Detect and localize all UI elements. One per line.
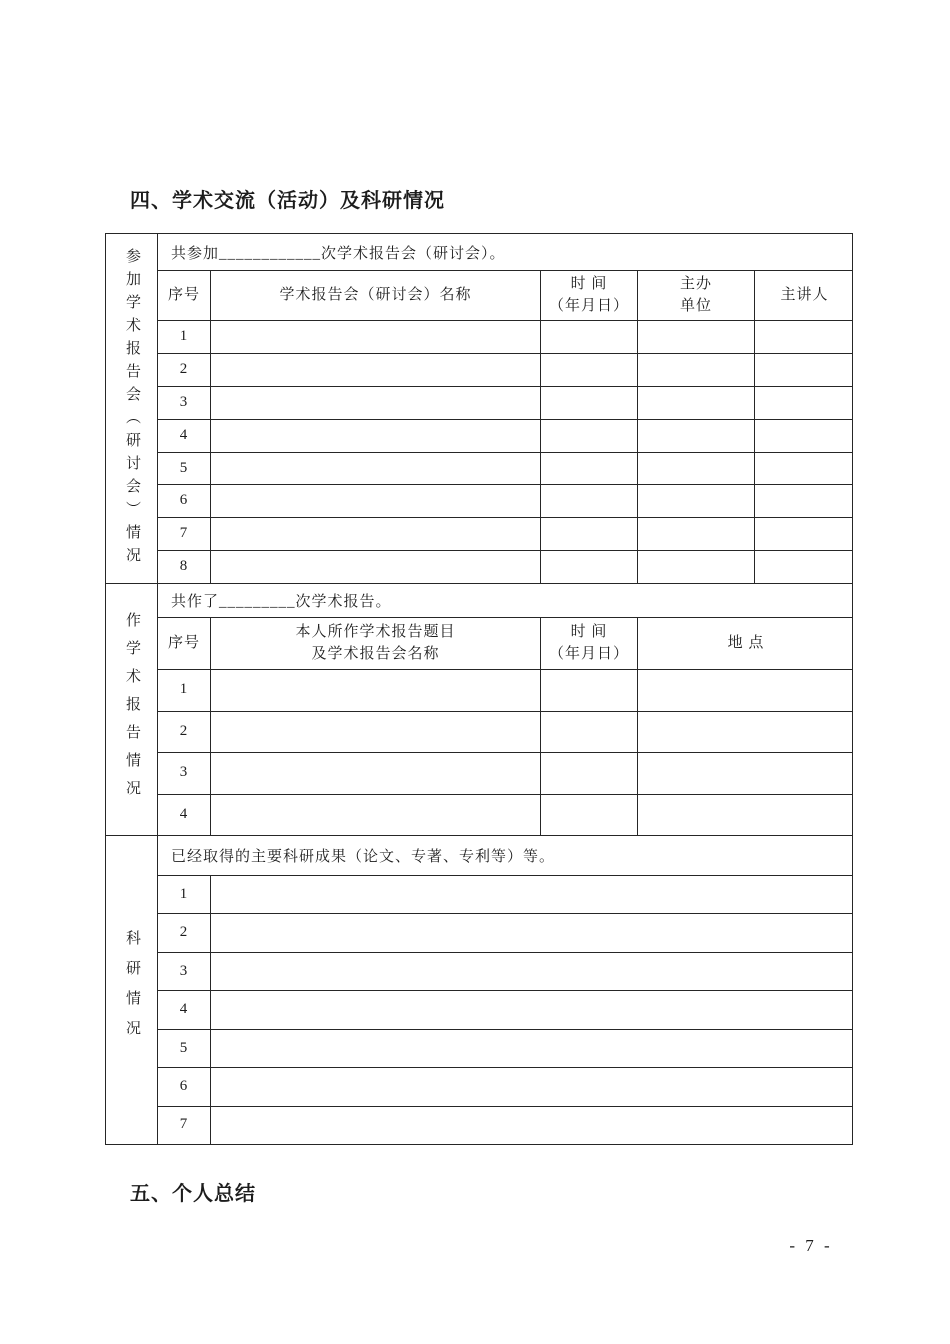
row-number: 5	[158, 1030, 211, 1067]
empty-cell	[211, 518, 541, 550]
empty-cell	[211, 354, 541, 386]
empty-cell	[541, 795, 638, 836]
row-number: 2	[158, 914, 211, 951]
table-row	[158, 420, 852, 453]
row-number: 4	[158, 795, 211, 836]
empty-cell	[211, 321, 541, 353]
section-research-label: 科研情况	[124, 930, 140, 1050]
table-row	[158, 551, 852, 583]
empty-cell	[638, 551, 755, 583]
table-row	[158, 1068, 852, 1106]
section-research	[106, 836, 852, 1144]
research-summary-text: 已经取得的主要科研成果（论文、专著、专利等）等。	[171, 849, 556, 865]
give-header-place: 地 点	[727, 634, 765, 651]
research-summary-row	[158, 836, 852, 876]
table-row	[158, 712, 852, 754]
empty-cell	[541, 485, 638, 517]
empty-cell	[755, 387, 854, 419]
empty-cell	[638, 712, 854, 753]
empty-cell	[541, 551, 638, 583]
empty-cell	[541, 321, 638, 353]
empty-cell	[211, 485, 541, 517]
empty-cell	[211, 670, 541, 711]
give-summary-text: 共作了_________次学术报告。	[171, 594, 392, 610]
empty-cell	[541, 387, 638, 419]
empty-cell	[755, 518, 854, 550]
section5-heading: 五、个人总结	[130, 1183, 256, 1205]
empty-cell	[211, 914, 854, 951]
section-research-label-cell	[106, 836, 158, 1144]
row-number: 1	[158, 670, 211, 711]
empty-cell	[755, 420, 854, 452]
give-summary-row	[158, 584, 852, 618]
empty-cell	[211, 1107, 854, 1144]
attend-rows	[158, 321, 852, 583]
table-row	[158, 1107, 852, 1144]
table-row	[158, 453, 852, 486]
attend-header-name: 学术报告会（研讨会）名称	[211, 271, 541, 320]
attend-summary-row	[158, 234, 852, 271]
attend-header-index: 序号	[158, 271, 211, 320]
row-number: 6	[158, 485, 211, 517]
section-give-reports	[106, 584, 852, 836]
section-give-label-cell	[106, 584, 158, 835]
row-number: 7	[158, 1107, 211, 1144]
table-row	[158, 387, 852, 420]
row-number: 4	[158, 991, 211, 1028]
row-number: 5	[158, 453, 211, 485]
row-number: 1	[158, 321, 211, 353]
table-row	[158, 753, 852, 795]
empty-cell	[541, 753, 638, 794]
section-attend-label-cell	[106, 234, 158, 583]
section4-heading: 四、学术交流（活动）及科研情况	[130, 190, 445, 212]
give-rows	[158, 670, 852, 835]
empty-cell	[541, 453, 638, 485]
empty-cell	[211, 753, 541, 794]
give-header-row	[158, 618, 852, 670]
table-row	[158, 354, 852, 387]
page-number: - 7 -	[789, 1236, 833, 1255]
empty-cell	[638, 453, 755, 485]
empty-cell	[638, 387, 755, 419]
table-row	[158, 876, 852, 914]
empty-cell	[638, 518, 755, 550]
research-rows	[158, 876, 852, 1144]
empty-cell	[541, 354, 638, 386]
give-header-index: 序号	[158, 618, 211, 669]
table-row	[158, 914, 852, 952]
empty-cell	[211, 876, 854, 913]
table-row	[158, 991, 852, 1029]
row-number: 7	[158, 518, 211, 550]
empty-cell	[211, 1030, 854, 1067]
table-row	[158, 795, 852, 836]
empty-cell	[541, 712, 638, 753]
row-number: 1	[158, 876, 211, 913]
section-attend-seminars	[106, 234, 852, 584]
row-number: 2	[158, 354, 211, 386]
table-row	[158, 953, 852, 991]
academic-activity-table	[105, 233, 853, 1145]
empty-cell	[755, 453, 854, 485]
empty-cell	[638, 753, 854, 794]
row-number: 2	[158, 712, 211, 753]
section-give-body	[158, 584, 852, 835]
empty-cell	[211, 953, 854, 990]
empty-cell	[638, 795, 854, 836]
empty-cell	[211, 1068, 854, 1105]
row-number: 6	[158, 1068, 211, 1105]
row-number: 3	[158, 953, 211, 990]
section-attend-body	[158, 234, 852, 583]
attend-header-host: 主办 单位	[638, 271, 755, 320]
attend-header-row	[158, 271, 852, 321]
table-row	[158, 670, 852, 712]
table-row	[158, 518, 852, 551]
empty-cell	[211, 795, 541, 836]
row-number: 8	[158, 551, 211, 583]
row-number: 3	[158, 387, 211, 419]
empty-cell	[211, 453, 541, 485]
empty-cell	[638, 420, 755, 452]
empty-cell	[541, 420, 638, 452]
empty-cell	[755, 485, 854, 517]
row-number: 3	[158, 753, 211, 794]
empty-cell	[755, 551, 854, 583]
empty-cell	[211, 712, 541, 753]
row-number: 4	[158, 420, 211, 452]
empty-cell	[211, 991, 854, 1028]
empty-cell	[638, 670, 854, 711]
empty-cell	[638, 354, 755, 386]
section-give-label: 作学术报告情况	[124, 611, 140, 808]
empty-cell	[755, 321, 854, 353]
attend-header-time: 时 间 （年月日）	[541, 271, 638, 320]
table-row	[158, 1030, 852, 1068]
attend-summary-text: 共参加____________次学术报告会（研讨会）。	[171, 245, 506, 262]
section-research-body	[158, 836, 852, 1144]
empty-cell	[211, 420, 541, 452]
empty-cell	[211, 551, 541, 583]
table-row	[158, 321, 852, 354]
empty-cell	[638, 485, 755, 517]
empty-cell	[541, 518, 638, 550]
give-header-name: 本人所作学术报告题目 及学术报告会名称	[211, 618, 541, 669]
attend-header-speaker: 主讲人	[780, 286, 829, 303]
empty-cell	[541, 670, 638, 711]
empty-cell	[638, 321, 755, 353]
section-attend-label: 参加学术报告会（研讨会）情况	[124, 247, 140, 570]
give-header-time: 时 间 （年月日）	[541, 618, 638, 669]
table-row	[158, 485, 852, 518]
empty-cell	[211, 387, 541, 419]
empty-cell	[755, 354, 854, 386]
